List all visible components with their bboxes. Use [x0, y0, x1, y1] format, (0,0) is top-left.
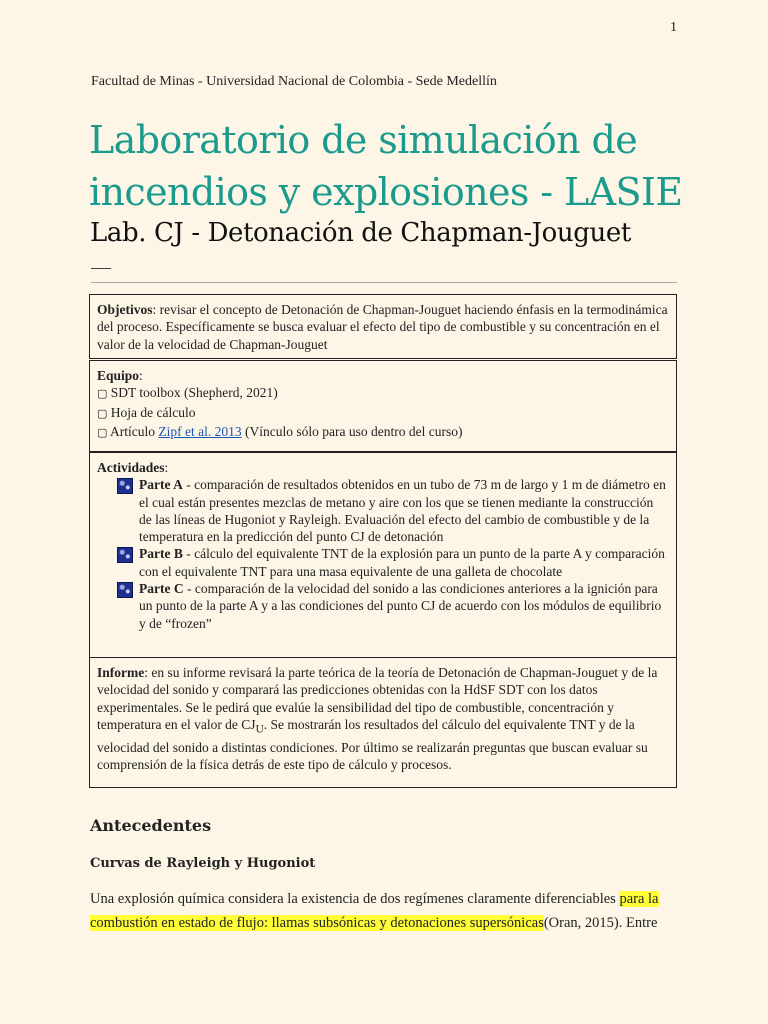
activity-item: [117, 545, 669, 580]
objetivos-box: [89, 294, 677, 359]
equipo-item: [97, 404, 669, 423]
equipo-label: Equipo: [97, 368, 140, 383]
actividades-colon: :: [164, 460, 169, 475]
sparkle-icon: [117, 547, 133, 563]
short-divider: [91, 268, 111, 269]
antecedentes-heading: Antecedentes: [90, 816, 212, 835]
equipo-item-note: (Vínculo sólo para uso dentro del curso): [241, 423, 463, 439]
objetivos-label: Objetivos: [97, 302, 153, 317]
checkbox-icon: ▢: [97, 407, 108, 420]
equipo-item-text: Hoja de cálculo: [110, 404, 196, 420]
paragraph-text: Una explosión química considera la existencia de dos regímenes claramente diferenciables: [90, 891, 620, 907]
informe-box: [89, 657, 677, 788]
checkbox-icon: ▢: [97, 426, 108, 439]
section-divider: [91, 282, 677, 283]
equipo-item-text: SDT toolbox (Shepherd, 2021): [110, 385, 278, 401]
zipf-article-link[interactable]: Zipf et al. 2013: [158, 423, 242, 439]
page-number: 1: [670, 20, 677, 35]
highlighted-text: para la combustión en estado de flujo: llamas subsónicas y detonaciones supersónicas: [90, 891, 659, 931]
activity-text: - comparación de resultados obtenidos en un tubo de 73 m de largo y 1 m de diámetro en el cual están presentes mezclas de metano y aire con los que se tienen mediante la construcción de las líneas de Hugoniot y Rayleigh. Evaluación del efecto del cambio de combustible y de la temperatura en la predicción del punto CJ de detonación: [139, 477, 666, 545]
paragraph-text-end: (Oran, 2015). Entre: [543, 915, 658, 931]
equipo-item: [97, 384, 669, 403]
page-title: Laboratorio de simulación de incendios y explosiones - LASIE: [89, 118, 683, 214]
informe-text-continued: . Se mostrarán los resultados del cálculo del equivalente TNT y de la velocidad del sonido a distintas condiciones. Por último se realizarán preguntas que buscan evaluar su comprensión de la física detrás de este tipo de cálculo y procesos.: [97, 716, 648, 773]
activity-item: [117, 476, 669, 545]
objetivos-text: : revisar el concepto de Detonación de Chapman-Jouguet haciendo énfasis en la termodinámica del proceso. Específicamente se busca evaluar el efecto del tipo de combustible y su concentración en el valor de la velocidad de Chapman-Jouguet: [97, 302, 668, 352]
checkbox-icon: ▢: [97, 388, 108, 401]
cj-subscript: U: [255, 723, 264, 736]
sparkle-icon: [117, 478, 133, 494]
activity-title: Parte C: [139, 581, 184, 597]
equipo-colon: :: [139, 368, 143, 383]
informe-text: : en su informe revisará la parte teórica de la teoría de Detonación de Chapman-Jouguet y de la velocidad del sonido y comparará las predicciones obtenidas con la HdSF SDT con los datos experimentales. Se le pedirá que evalúe la sensibilidad del tipo de combustible, concentración y temperatura en el valor de CJ: [97, 665, 658, 732]
body-paragraph: [90, 887, 680, 935]
page-subtitle: Lab. CJ - Detonación de Chapman-Jouguet: [90, 218, 631, 248]
activity-text: - cálculo del equivalente TNT de la explosión para un punto de la parte A y comparación con el equivalente TNT para una masa equivalente de una galleta de chocolate: [139, 546, 665, 579]
actividades-box: [89, 452, 677, 658]
equipo-item-text: Artículo: [110, 423, 159, 439]
sparkle-icon: [117, 582, 133, 598]
equipo-item: [97, 423, 669, 442]
faculty-header: Facultad de Minas - Universidad Nacional de Colombia - Sede Medellín: [91, 74, 497, 89]
curvas-heading: Curvas de Rayleigh y Hugoniot: [90, 856, 316, 871]
activity-item: [117, 580, 669, 632]
equipo-box: [89, 360, 677, 452]
activity-text: - comparación de la velocidad del sonido a las condiciones anteriores a la ignición para un punto de la parte A y a las condiciones del punto CJ de acuerdo con los módulos de equilibrio y de “frozen”: [139, 581, 662, 631]
activity-title: Parte A: [139, 477, 183, 493]
actividades-label: Actividades: [97, 460, 165, 475]
activity-title: Parte B: [139, 546, 183, 562]
informe-label: Informe: [97, 665, 145, 680]
